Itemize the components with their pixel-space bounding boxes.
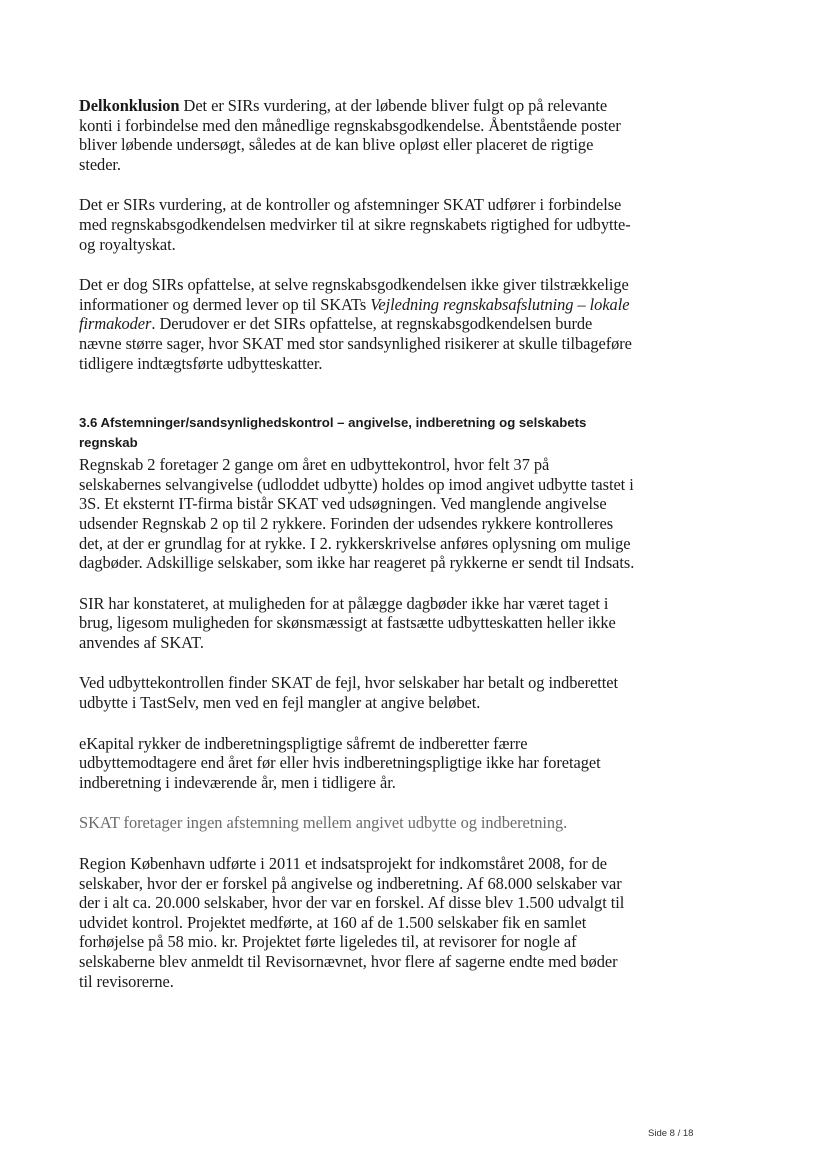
section-paragraph-last: Region København udførte i 2011 et indsatsprojekt for indkomståret 2008, for de selskaber, hvor der er forskel på angivelse og indberetning. Af 68.000 selskaber var der i alt ca. 20.000 selskaber, hvor der var en forskel. Af disse blev 1.500 udvalgt til udvidet kontrol. Projektet medførte, at 160 af de 1.500 selskaber fik en samlet forhøjelse på 58 mio. kr. Projektet førte ligeledes til, at revisorer for nogle af selskaberne blev anmeldt til Revisornævnet, hvor flere af sagerne endte med bøder til revisorerne. xyxy=(79,854,625,991)
document-page xyxy=(79,96,635,1012)
section-spacer xyxy=(79,394,635,413)
section-paragraph-2: SIR har konstateret, at muligheden for at pålægge dagbøder ikke har været taget i brug, ligesom muligheden for skønsmæssigt at fastsætte udbytteskatten heller ikke anvendes af SKAT. xyxy=(79,593,616,652)
opinion-after: . Derudover er det SIRs opfattelse, at regnskabsgodkendelsen burde nævne større sager, hvor SKAT med stor sandsynlighed risikerer at skulle tilbageføre tidligere indtægtsførte udbytteskatter. xyxy=(79,314,632,373)
paragraph-opinion xyxy=(79,275,635,373)
section-paragraph-1: Regnskab 2 foretager 2 gange om året en udbyttekontrol, hvor felt 37 på selskabernes selvangivelse (udloddet udbytte) holdes op imod angivet udbytte tastet i 3S. Et eksternt IT-firma bistår SKAT ved udsøgningen. Ved manglende angivelse udsender Regnskab 2 op til 2 rykkere. Forinden der udsendes rykkere kontrolleres det, at der er grundlag for at rykke. I 2. rykkerskrivelse anføres oplysning om mulige dagbøder. Adskillige selskaber, som ikke har reageret på rykkerne er sendt til Indsats. xyxy=(79,455,635,573)
page-number: Side 8 / 18 xyxy=(648,1128,694,1139)
conclusion-paragraph xyxy=(79,96,635,174)
highlight-statement: SKAT foretager ingen afstemning mellem angivet udbytte og indberetning. xyxy=(79,813,568,833)
conclusion-text: Det er SIRs vurdering, at der løbende bliver fulgt op på relevante konti i forbindelse med den månedlige regnskabsgodkendelse. Åbentstående poster bliver løbende undersøgt, således at de kan blive opløst eller placeret de rigtige steder. xyxy=(79,96,621,174)
section-paragraph-4: eKapital rykker de indberetningspligtige såfremt de indberetter færre udbyttemodtagere end året før eller hvis indberetningspligtige ikke har foretaget indberetning i indeværende år, men i tidligere år. xyxy=(79,733,601,792)
opinion-before: Det er dog SIRs opfattelse, at selve regnskabsgodkendelsen ikke giver tilstrækkelige informationer og dermed lever op til SKATs xyxy=(79,275,629,314)
conclusion-lead: Delkonklusion xyxy=(79,96,180,115)
paragraph-controls: Det er SIRs vurdering, at de kontroller og afstemninger SKAT udfører i forbindelse med regnskabsgodkendelsen medvirker til at sikre regnskabets rigtighed for udbytte- og royaltyskat. xyxy=(79,195,631,254)
section-heading: 3.6 Afstemninger/sandsynlighedskontrol – angivelse, indberetning og selskabets regnskab xyxy=(79,415,587,451)
guideline-title: Vejledning regnskabsafslutning – lokale firmakoder xyxy=(79,294,630,334)
section-paragraph-3: Ved udbyttekontrollen finder SKAT de fejl, hvor selskaber har betalt og indberettet udbytte i TastSelv, men ved en fejl mangler at angive beløbet. xyxy=(79,673,619,713)
